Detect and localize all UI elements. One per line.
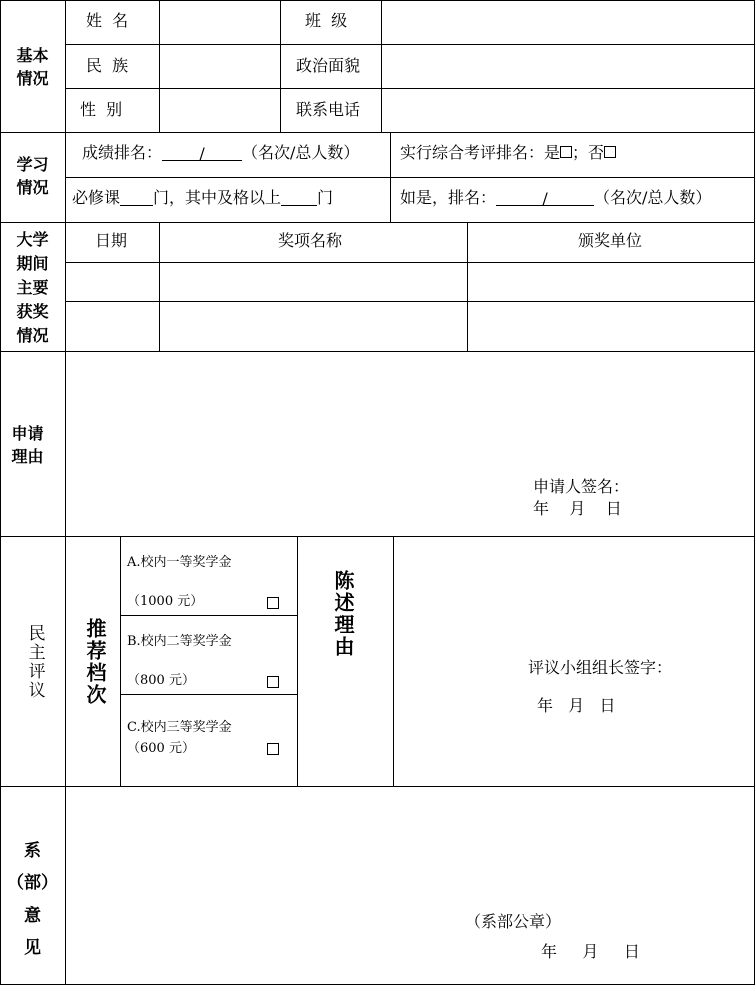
option-c-amount: （600 元） (127, 741, 195, 756)
name-label: 姓 名 (86, 11, 129, 30)
department-section-label: 系 （部） 意 见 (7, 841, 58, 958)
passed-count-blank[interactable] (281, 191, 317, 206)
required-prefix: 必修课 (72, 188, 121, 207)
ethnicity-label: 民 族 (86, 56, 129, 75)
gender-field[interactable] (160, 89, 280, 132)
option-a-checkbox[interactable] (267, 597, 279, 609)
row-line (65, 177, 755, 178)
if-yes-blank[interactable] (496, 191, 594, 206)
required-suffix: 门 (317, 188, 334, 207)
reason-date: 年 月 日 (533, 499, 622, 518)
option-c-checkbox[interactable] (267, 743, 279, 755)
rank-row (82, 145, 359, 161)
no-checkbox[interactable] (604, 146, 616, 158)
basic-section-label: 基本 情况 (16, 46, 49, 89)
if-yes-label: 如是，排名： (400, 188, 497, 207)
awards-col-date: 日期 (95, 231, 128, 250)
rank-blank[interactable] (162, 146, 242, 161)
reason-textarea[interactable] (66, 352, 754, 472)
gender-label: 性 别 (80, 100, 123, 119)
award-name-cell-1[interactable] (160, 263, 467, 301)
col-line (393, 536, 394, 786)
option-b-checkbox[interactable] (267, 676, 279, 688)
leader-signature-label: 评议小组组长签字： (528, 658, 673, 677)
statement-textarea[interactable] (298, 537, 393, 786)
option-c-name: C.校内三等奖学金 (127, 720, 232, 735)
comprehensive-row (400, 145, 616, 161)
award-date-cell-1[interactable] (66, 263, 159, 301)
option-a-name: A.校内一等奖学金 (127, 555, 232, 570)
col-line (390, 132, 391, 222)
reason-section-label: 申请 理由 (11, 424, 44, 467)
yes-checkbox[interactable] (560, 146, 572, 158)
statement-label: 陈述理由 (331, 570, 355, 658)
class-label: 班 级 (305, 11, 348, 30)
award-org-cell-2[interactable] (468, 302, 754, 351)
border-bottom (0, 984, 755, 985)
department-date: 年 月 日 (541, 942, 640, 961)
row-line (0, 132, 755, 133)
level-label: 推荐档次 (83, 618, 107, 706)
col-line (280, 0, 281, 132)
awards-section-label: 大学 期间 主要 获奖 情况 (16, 230, 49, 345)
phone-label: 联系电话 (296, 100, 361, 119)
department-seal-label: （系部公章） (465, 912, 562, 931)
award-name-cell-2[interactable] (160, 302, 467, 351)
rank-hint: （名次/总人数） (242, 143, 360, 162)
political-field[interactable] (382, 45, 754, 88)
col-line (120, 536, 121, 786)
option-line (120, 694, 298, 695)
comprehensive-label: 实行综合考评排名：是 (400, 143, 561, 162)
study-section-label: 学习 情况 (16, 155, 49, 198)
option-a-amount: （1000 元） (127, 594, 204, 609)
democratic-section-label: 民主评议 (24, 624, 45, 700)
required-count-blank[interactable] (120, 191, 153, 206)
democratic-date: 年 月 日 (537, 696, 616, 715)
row-line (0, 222, 755, 223)
phone-field[interactable] (382, 89, 754, 132)
required-mid: 门，其中及格以上 (153, 188, 282, 207)
required-row (72, 190, 333, 206)
rank-label: 成绩排名： (82, 143, 163, 162)
award-date-cell-2[interactable] (66, 302, 159, 351)
comprehensive-no: ；否 (572, 143, 605, 162)
political-label: 政治面貌 (296, 56, 361, 75)
name-field[interactable] (160, 1, 280, 44)
department-opinion-area[interactable] (66, 787, 754, 907)
awards-col-org: 颁奖单位 (578, 231, 643, 250)
award-org-cell-1[interactable] (468, 263, 754, 301)
rank-slash: / (199, 144, 205, 163)
option-b-name: B.校内二等奖学金 (127, 634, 232, 649)
if-yes-hint: （名次/总人数） (594, 188, 712, 207)
ethnicity-field[interactable] (160, 45, 280, 88)
option-line (120, 615, 298, 616)
awards-col-name: 奖项名称 (278, 231, 343, 250)
applicant-signature-label: 申请人签名： (533, 477, 630, 496)
class-field[interactable] (382, 1, 754, 44)
if-yes-row (400, 190, 711, 206)
option-b-amount: （800 元） (127, 673, 195, 688)
if-yes-slash: / (542, 189, 548, 208)
